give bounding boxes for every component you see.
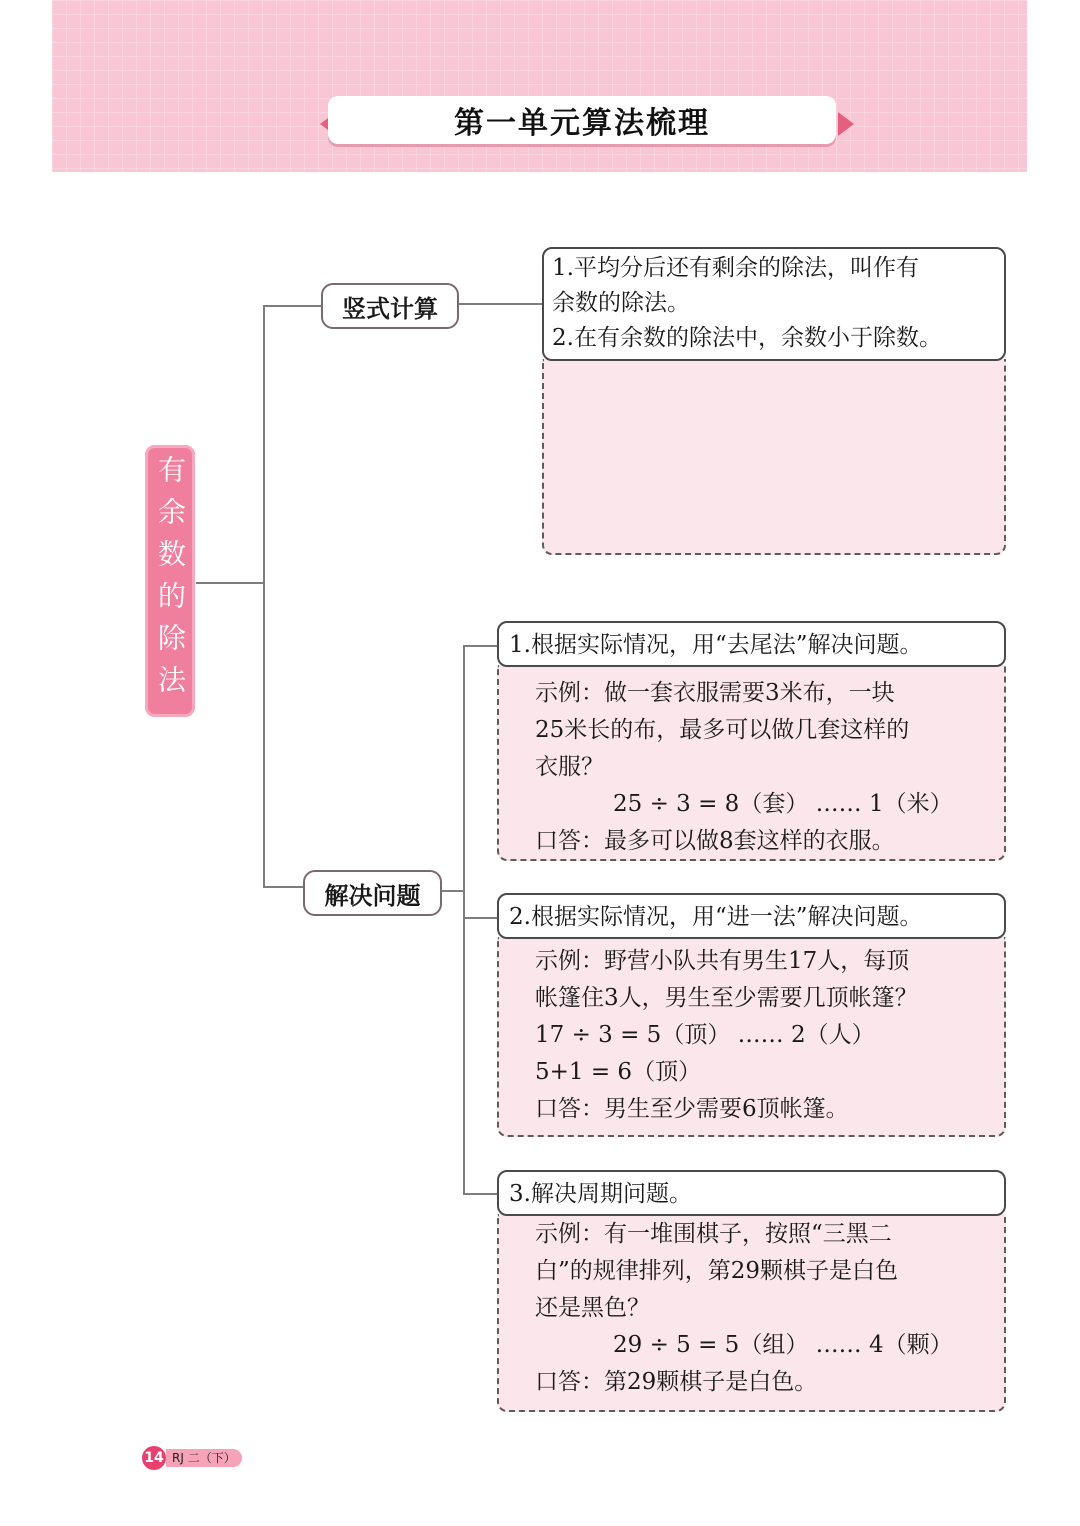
title-banner (322, 96, 852, 144)
problem-3-answer: 口答：第29颗棋子是白色。 (535, 1369, 818, 1395)
definition-line-3: 2.在有余数的除法中，余数小于除数。 (552, 325, 942, 351)
connector-trunk (263, 305, 265, 887)
problem-2-equation-2: 5+1 = 6（顶） (535, 1059, 702, 1085)
problem-3-heading: 3.解决周期问题。 (497, 1170, 1006, 1216)
edition-label: RJ 二（下） (166, 1449, 242, 1467)
problem-1-heading: 1.根据实际情况，用“去尾法”解决问题。 (497, 621, 1006, 667)
page-title: 第一单元算法梳理 (328, 96, 836, 144)
connector-to-vertical (263, 305, 321, 307)
branch-solve-problems: 解决问题 (303, 870, 442, 916)
connector-vertical-box (455, 303, 543, 305)
page-number-badge: 14 (142, 1446, 166, 1470)
problem-2-group (497, 893, 1006, 1137)
problem-3-body (497, 1214, 1006, 1412)
header-band (52, 0, 1027, 172)
problem-1-group (497, 621, 1006, 861)
topic-label (145, 445, 195, 717)
problem-2-line-1: 示例：野营小队共有男生17人，每顶 (535, 948, 910, 974)
problem-1-equation: 25 ÷ 3 = 8（套） …… 1（米） (613, 791, 953, 817)
connector-topic (196, 582, 264, 584)
branch-vertical-calc: 竖式计算 (321, 283, 459, 329)
connector-solve-trunk (463, 645, 465, 1193)
problem-2-answer: 口答：男生至少需要6顶帐篷。 (535, 1096, 849, 1122)
banner-wing-right (838, 112, 854, 136)
problem-1-answer: 口答：最多可以做8套这样的衣服。 (535, 828, 895, 854)
vertical-calc-group (542, 247, 1006, 557)
problem-1-body (497, 665, 1006, 861)
connector-problem-2 (463, 917, 498, 919)
connector-to-solve (263, 886, 303, 888)
problem-2-heading: 2.根据实际情况，用“进一法”解决问题。 (497, 893, 1006, 939)
problem-2-line-2: 帐篷住3人，男生至少需要几顶帐篷？ (535, 985, 918, 1011)
problem-2-equation-1: 17 ÷ 3 = 5（顶） …… 2（人） (535, 1022, 875, 1048)
definition-line-2: 余数的除法。 (552, 290, 690, 316)
definition-line-1: 1.平均分后还有剩余的除法，叫作有 (552, 255, 919, 281)
vertical-calc-definition (542, 247, 1006, 361)
problem-3-line-1: 示例：有一堆围棋子，按照“三黑二 (535, 1221, 892, 1247)
topic-text: 有余数的除法 (154, 455, 187, 707)
problem-3-line-3: 还是黑色？ (535, 1295, 650, 1321)
connector-problem-3 (463, 1193, 498, 1195)
vertical-calc-example (542, 359, 1006, 555)
problem-1-line-1: 示例：做一套衣服需要3米布，一块 (535, 680, 895, 706)
problem-1-line-3: 衣服？ (535, 754, 604, 780)
problem-3-line-2: 白”的规律排列，第29颗棋子是白色 (535, 1258, 899, 1284)
problem-3-equation: 29 ÷ 5 = 5（组） …… 4（颗） (613, 1332, 953, 1358)
problem-2-body (497, 937, 1006, 1137)
problem-1-line-2: 25米长的布，最多可以做几套这样的 (535, 717, 910, 743)
problem-3-group (497, 1170, 1006, 1412)
connector-problem-1 (463, 645, 498, 647)
